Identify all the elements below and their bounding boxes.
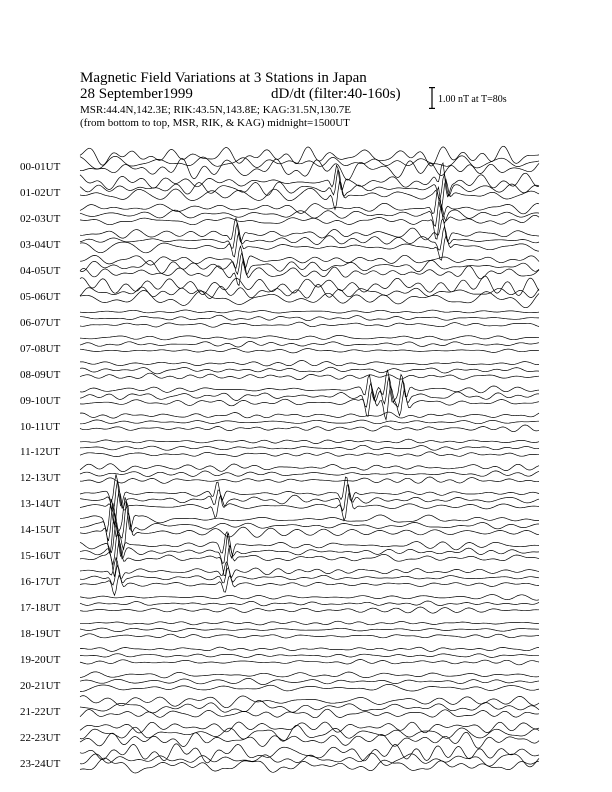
trace-kag-23-24UT [80, 744, 539, 763]
trace-rik-17-18UT [80, 601, 539, 606]
trace-rik-16-17UT [80, 565, 539, 585]
row-label: 16-17UT [20, 576, 61, 589]
row-label: 14-15UT [20, 524, 61, 537]
trace-rik-23-24UT [80, 753, 539, 767]
trace-rik-02-03UT [80, 199, 539, 226]
scale-bar [428, 87, 436, 109]
trace-rik-20-21UT [80, 678, 539, 684]
trace-kag-08-09UT [80, 360, 539, 366]
trace-kag-11-12UT [80, 439, 539, 444]
trace-msr-01-02UT [80, 180, 539, 210]
trace-kag-15-16UT [80, 523, 539, 558]
row-label: 00-01UT [20, 161, 61, 173]
trace-kag-18-19UT [80, 621, 539, 625]
chart-title: Magnetic Field Variations at 3 Stations in Japan [80, 70, 367, 86]
row-label: 15-16UT [20, 550, 61, 563]
row-label: 03-04UT [20, 238, 61, 251]
trace-msr-06-07UT [80, 322, 539, 327]
trace-msr-11-12UT [80, 452, 539, 457]
trace-kag-10-11UT [80, 412, 539, 418]
trace-kag-22-23UT [80, 722, 539, 733]
trace-rik-08-09UT [80, 367, 539, 374]
row-label: 06-07UT [20, 316, 61, 329]
filter-label: dD/dt (filter:40-160s) [271, 86, 401, 102]
trace-kag-16-17UT [80, 558, 539, 578]
scale-label: 1.00 nT at T=80s [438, 94, 507, 105]
trace-msr-12-13UT [80, 477, 539, 483]
trace-msr-10-11UT [80, 425, 539, 432]
trace-msr-23-24UT [80, 758, 539, 773]
trace-rik-13-14UT [80, 481, 539, 512]
trace-rik-11-12UT [80, 445, 539, 450]
row-label: 02-03UT [20, 212, 61, 225]
station-coordinates: MSR:44.4N,142.3E; RIK:43.5N,143.8E; KAG:31.5N,130.7E [80, 104, 352, 116]
row-label: 19-20UT [20, 654, 61, 667]
row-label: 23-24UT [20, 757, 61, 770]
trace-kag-12-13UT [80, 464, 539, 472]
row-label: 07-08UT [20, 342, 61, 355]
row-label: 10-11UT [20, 420, 60, 433]
trace-msr-22-23UT [80, 732, 539, 748]
trace-kag-03-04UT [80, 218, 539, 242]
trace-msr-19-20UT [80, 660, 539, 665]
row-label: 20-21UT [20, 680, 61, 692]
trace-rik-12-13UT [80, 471, 539, 477]
trace-msr-18-19UT [80, 634, 539, 638]
trace-msr-08-09UT [80, 373, 539, 379]
row-label: 04-05UT [20, 264, 61, 277]
trace-msr-02-03UT [80, 205, 539, 239]
trace-kag-07-08UT [80, 335, 539, 340]
trace-rik-06-07UT [80, 315, 539, 321]
trace-msr-20-21UT [80, 684, 539, 691]
trace-msr-00-01UT [80, 158, 539, 180]
trace-msr-17-18UT [80, 607, 539, 613]
trace-rik-19-20UT [80, 654, 539, 658]
row-label: 05-06UT [20, 290, 61, 303]
trace-kag-17-18UT [80, 595, 539, 601]
trace-rik-18-19UT [80, 628, 539, 632]
row-label: 18-19UT [20, 628, 61, 641]
trace-msr-07-08UT [80, 349, 539, 353]
row-label: 09-10UT [20, 394, 61, 407]
row-label: 01-02UT [20, 186, 61, 199]
trace-kag-19-20UT [80, 647, 539, 651]
row-label: 13-14UT [20, 498, 61, 511]
row-label: 22-23UT [20, 731, 61, 744]
trace-msr-21-22UT [80, 709, 539, 718]
trace-rik-00-01UT [80, 156, 539, 169]
trace-rik-10-11UT [80, 420, 539, 424]
trace-rik-04-05UT [80, 252, 539, 275]
trace-kag-05-06UT [80, 276, 539, 295]
chart-date: 28 September1999 [80, 86, 193, 102]
trace-kag-06-07UT [80, 310, 539, 313]
row-label: 08-09UT [20, 368, 61, 381]
row-label: 11-12UT [20, 446, 60, 459]
date-filter-line [80, 86, 401, 103]
trace-rik-15-16UT [80, 531, 539, 564]
trace-kag-20-21UT [80, 672, 539, 678]
row-label: 17-18UT [20, 602, 61, 615]
trace-order-note: (from bottom to top, MSR, RIK, & KAG) midnight=1500UT [80, 117, 350, 129]
trace-rik-07-08UT [80, 341, 539, 347]
row-label: 21-22UT [20, 705, 61, 718]
trace-msr-13-14UT [80, 491, 539, 526]
trace-kag-21-22UT [80, 696, 539, 708]
row-label: 12-13UT [20, 472, 61, 485]
